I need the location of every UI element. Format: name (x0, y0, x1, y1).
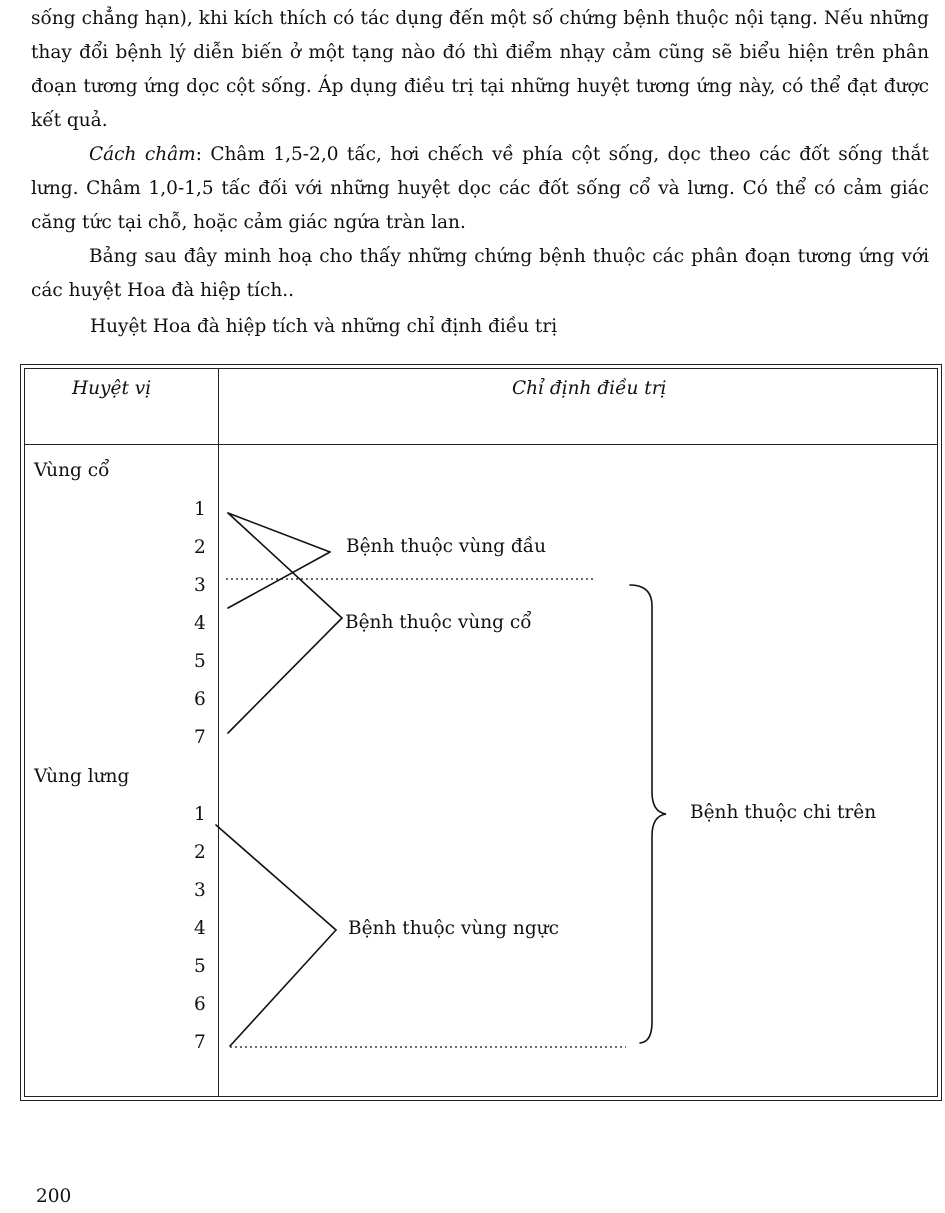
back-vertebra-number: 5 (194, 956, 206, 977)
neck-vertebra-number: 5 (194, 651, 206, 672)
indication-chest: Bệnh thuộc vùng ngực (348, 918, 559, 939)
header-acupoint: Huyệt vị (72, 378, 152, 399)
neck-vertebra-number: 7 (194, 727, 206, 748)
back-vertebra-number: 6 (194, 994, 206, 1015)
region-neck: Vùng cổ (34, 460, 110, 481)
header-divider (24, 444, 938, 445)
paragraph-table-intro: Bảng sau đây minh hoạ cho thấy những chứng bệnh thuộc các phân đoạn tương ứng với các huyệt Hoa đà hiệp tích.. (31, 246, 929, 301)
neck-vertebra-number: 3 (194, 575, 206, 596)
back-vertebra-number: 2 (194, 842, 206, 863)
indication-upper-limb: Bệnh thuộc chi trên (690, 802, 877, 823)
neck-vertebra-number: 4 (194, 613, 206, 634)
neck-vertebra-number: 2 (194, 537, 206, 558)
back-vertebra-number: 3 (194, 880, 206, 901)
back-vertebra-number: 7 (194, 1032, 206, 1053)
neck-vertebra-number: 1 (194, 499, 206, 520)
header-indication: Chỉ định điều trị (512, 378, 667, 399)
column-divider (218, 368, 219, 1097)
table-title: Huyệt Hoa đà hiệp tích và những chỉ định điều trị (90, 316, 558, 337)
technique-label: Cách châm (89, 144, 196, 165)
paragraph-technique (31, 138, 929, 240)
table-inner-border (24, 368, 938, 1097)
indication-neck: Bệnh thuộc vùng cổ (345, 612, 532, 633)
paragraph-intro: sống chẳng hạn), khi kích thích có tác dụng đến một số chứng bệnh thuộc nội tạng. Nếu những thay đổi bệnh lý diễn biến ở một tạng nào đó thì điểm nhạy cảm cũng sẽ biểu hiện trên phân đoạn tương ứng dọc cột sống. Áp dụng điều trị tại những huyệt tương ứng này, có thể đạt được kết quả. (31, 8, 929, 131)
page-number: 200 (36, 1186, 72, 1207)
back-vertebra-number: 4 (194, 918, 206, 939)
neck-vertebra-number: 6 (194, 689, 206, 710)
indication-head: Bệnh thuộc vùng đầu (346, 536, 546, 557)
back-vertebra-number: 1 (194, 804, 206, 825)
technique-text: : Châm 1,5-2,0 tấc, hơi chếch về phía cột sống, dọc theo các đốt sống thắt lưng. Châm 1,0-1,5 tấc đối với những huyệt dọc các đốt sống cổ và lưng. Có thể có cảm giác căng tức tại chỗ, hoặc cảm giác ngứa tràn lan. (31, 144, 929, 233)
region-back: Vùng lưng (34, 766, 130, 787)
